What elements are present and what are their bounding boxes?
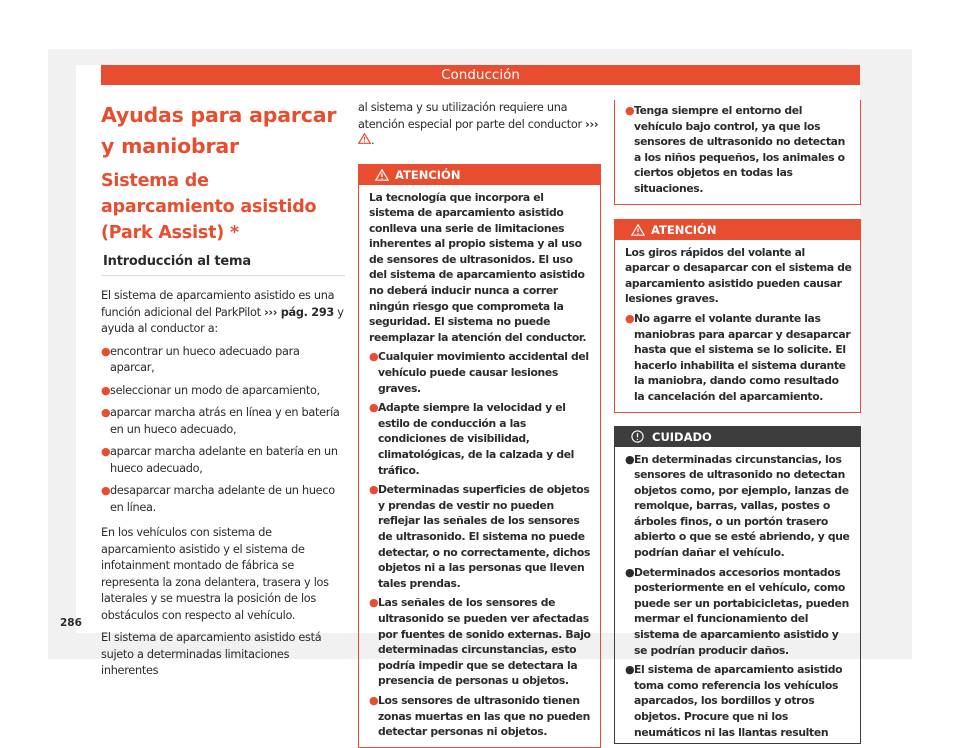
body-paragraph-continued: al sistema y su utilización requiere una atención especial por parte del conductor ››› .: [358, 101, 599, 147]
warning-box: [358, 164, 601, 748]
list-item: ● Los sensores de ultrasonido tienen zonas muertas en las que no pueden detectar personas ni objetos.: [369, 693, 590, 739]
caution-body: [615, 447, 860, 744]
bullet-icon: ●: [101, 406, 111, 419]
intro-paragraph: El sistema de aparcamiento asistido es una función adicional del ParkPilot ››› pág. 293 y ayuda al conductor a:: [101, 289, 344, 335]
bullet-icon: ●: [369, 693, 379, 707]
bullet-icon: ●: [369, 596, 379, 610]
column-right: [614, 100, 861, 744]
warning-box-continued: [614, 100, 861, 205]
list-item: ● Determinados accesorios montados posteriormente en el vehículo, como puede ser un portabicicletas, pueden mermar el funcionamiento del sistema de aparcamiento asistido y se podrían producir daños.: [625, 565, 849, 657]
warning-triangle-icon: [375, 169, 389, 181]
list-item: ● Adapte siempre la velocidad y el estilo de conducción a las condiciones de visibilidad, climatológicas, de la calzada y del tráfico.: [369, 401, 575, 477]
warning-body: [615, 100, 860, 204]
bullet-icon: ●: [625, 104, 635, 117]
section-subtitle: Sistema de aparcamiento asistido (Park Assist) *: [101, 171, 317, 243]
bullet-icon: ●: [369, 350, 379, 364]
warning-text: La tecnología que incorpora el sistema de aparcamiento asistido conlleva una serie de limitaciones inherentes al propio sistema y al uso de sensores de ultrasonidos. El uso del sistema de aparcamiento asistido no deberá inducir nunca a correr ningún riesgo que comprometa la seguridad. El sistema no puede reemplazar la atención del conductor.: [369, 190, 587, 344]
bullet-icon: ●: [369, 483, 379, 497]
caution-header: CUIDADO: [615, 427, 860, 447]
warning-reference-link[interactable]: ›››: [585, 117, 599, 131]
list-item: ● seleccionar un modo de aparcamiento,: [101, 383, 345, 400]
list-item: ● No agarre el volante durante las maniobras para aparcar y desaparcar hasta que el sistema se lo solicite. El hacerlo inhabilita el sistema durante la maniobra, dando como resultado la cancelación del aparcamiento.: [625, 311, 851, 403]
bullet-icon: ●: [369, 401, 379, 415]
warning-header: ATENCIÓN: [615, 220, 860, 240]
list-item: ● encontrar un hueco adecuado para aparcar,: [101, 344, 345, 377]
bullet-icon: ●: [625, 452, 635, 466]
bullet-icon: ●: [101, 344, 111, 358]
list-item: ● Cualquier movimiento accidental del vehículo puede causar lesiones graves.: [369, 350, 589, 395]
warning-text: Los giros rápidos del volante al aparcar o desaparcar con el sistema de aparcamiento asistido pueden causar lesiones graves.: [625, 245, 852, 306]
caution-info-icon: [631, 430, 644, 443]
list-item: ● Las señales de los sensores de ultrasonido se pueden ver afectadas por fuentes de sonido externas. Bajo determinadas circunstancias, esto podría impedir que se detectara la presencia de personas u objetos.: [369, 596, 591, 688]
list-item: ● En determinadas circunstancias, los sensores de ultrasonido no detectan objetos como, por ejemplo, lanzas de remolque, barras, vallas, postes o árboles finos, o un portón trasero abierto o que se esté abriendo, y que podrían dañar el vehículo.: [625, 452, 850, 560]
warning-triangle-icon: [358, 133, 371, 144]
list-item: ● Tenga siempre el entorno del vehículo bajo control, ya que los sensores de ultrasonido no detectan a los niños pequeños, los animales o ciertos objetos en todas las situaciones.: [625, 104, 845, 195]
section-header: Conducción: [101, 65, 860, 85]
body-paragraph: En los vehículos con sistema de aparcamiento asistido y el sistema de infotainment montado de fábrica se representa la zona delantera, trasera y los laterales y se muestra la posición de los obstáculos con respecto al vehículo.: [101, 526, 329, 622]
topic-heading: Introducción al tema: [101, 254, 345, 276]
column-middle: [358, 100, 601, 748]
page-reference-link[interactable]: ››› pág. 293: [264, 305, 334, 319]
bullet-icon: ●: [101, 383, 111, 397]
warning-header: ATENCIÓN: [359, 165, 600, 185]
bullet-icon: ●: [625, 663, 635, 677]
caution-box: [614, 426, 861, 745]
page-number: 286: [60, 617, 82, 629]
list-item: ● desaparcar marcha adelante de un hueco en línea.: [101, 483, 345, 516]
body-paragraph: El sistema de aparcamiento asistido está sujeto a determinadas limitaciones inherentes: [101, 631, 322, 677]
list-item: ● aparcar marcha adelante en batería en un hueco adecuado,: [101, 444, 345, 477]
warning-body: [359, 185, 600, 747]
warning-body: [615, 240, 860, 412]
page-title: Ayudas para aparcar y maniobrar: [101, 103, 337, 158]
column-left: [101, 100, 345, 680]
bullet-icon: ●: [625, 311, 635, 325]
bullet-icon: ●: [101, 484, 111, 497]
warning-triangle-icon: [631, 224, 645, 236]
warning-box: [614, 219, 861, 413]
bullet-icon: ●: [625, 565, 635, 579]
bullet-icon: ●: [101, 445, 111, 458]
list-item: ● El sistema de aparcamiento asistido toma como referencia los vehículos aparcados, los bordillos y otros objetos. Procure que ni los neumáticos ni las llantas resulten: [625, 663, 843, 739]
list-item: ● aparcar marcha atrás en línea y en batería en un hueco adecuado,: [101, 405, 345, 438]
list-item: ● Determinadas superficies de objetos y prendas de vestir no pueden reflejar las señales de los sensores de ultrasonido. El sistema no puede detectar, o no correctamente, dichos objetos ni a las personas que lleven tales prendas.: [369, 483, 591, 590]
